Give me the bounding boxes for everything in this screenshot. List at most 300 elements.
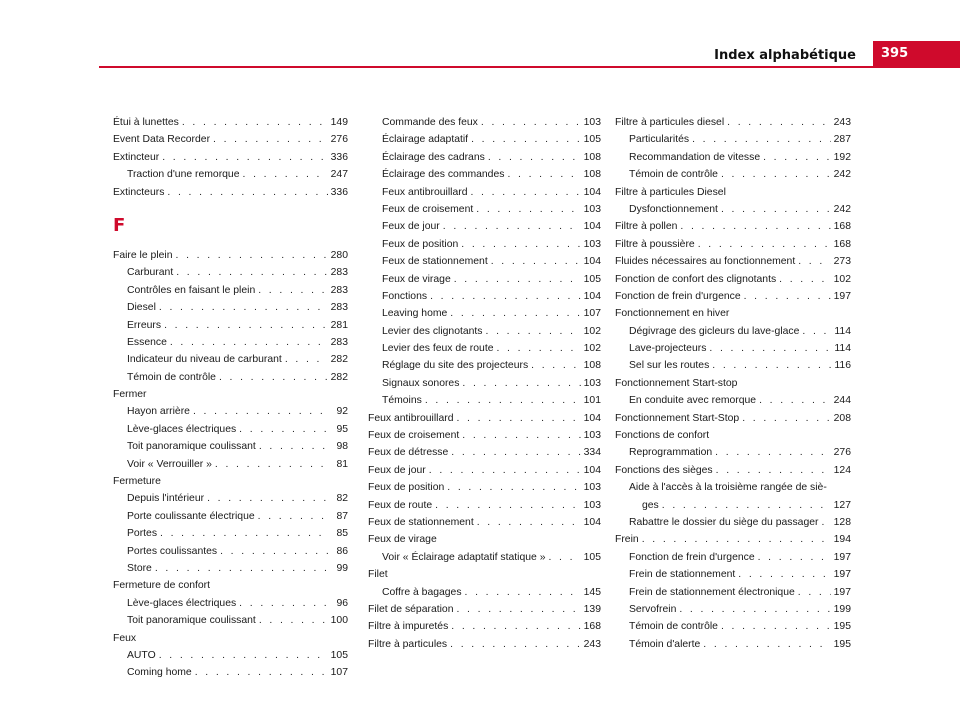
dot-leader [698,236,831,253]
entry-label: Lave-projecteurs [629,343,707,355]
index-subentry [113,421,348,438]
dot-leader [160,525,329,542]
entry-label: Feux de route [368,499,433,511]
entry-page-number: 86 [336,545,348,557]
entry-page-number: 116 [834,360,851,372]
index-subentry [615,323,851,340]
entry-label: Levier des feux de route [382,343,494,355]
index-entry [368,618,601,635]
entry-label: Éclairage adaptatif [382,134,469,146]
dot-leader [470,184,580,201]
entry-page-number: 92 [336,406,348,418]
index-entry [615,305,851,322]
entry-label: Toit panoramique coulissant [127,441,256,453]
index-subentry [368,392,601,409]
index-subentry [615,357,851,374]
index-entry [113,473,348,490]
dot-leader [162,149,327,166]
index-entry [368,497,601,514]
index-subentry [368,288,601,305]
index-entry [368,444,601,461]
dot-leader [450,636,581,653]
index-subentry [615,201,851,218]
index-column-3 [615,114,851,653]
entry-page-number: 243 [583,638,601,650]
entry-label: Levier des clignotants [382,325,483,337]
dot-leader [465,584,581,601]
dot-leader [239,421,329,438]
index-subentry [615,444,851,461]
dot-leader [258,282,327,299]
dot-leader [462,375,580,392]
entry-label: Filtre à particules [368,638,448,650]
index-subentry [368,340,601,357]
page-header-title: Index alphabétique [714,48,856,63]
entry-page-number: 145 [583,586,601,598]
entry-label: Éclairage des commandes [382,169,505,181]
index-subentry [368,236,601,253]
dot-leader [243,166,328,183]
entry-label: Feux de jour [382,221,440,233]
index-entry [615,184,851,201]
entry-page-number: 242 [833,169,851,181]
entry-label: Fermeture [113,476,161,488]
entry-page-number: 244 [833,395,851,407]
entry-label: Faire le plein [113,249,173,261]
index-subentry [113,264,348,281]
index-entry [113,386,348,403]
index-subentry [368,305,601,322]
entry-label: Fluides nécessaires au fonctionnement [615,256,796,268]
dot-leader [167,184,327,201]
entry-label: Témoins [382,395,422,407]
entry-label: Feux de stationnement [368,516,474,528]
entry-page-number: 192 [833,151,851,163]
entry-label: Fonctions [382,290,428,302]
entry-label: Frein de stationnement [629,569,736,581]
entry-page-number: 282 [330,371,348,383]
dot-leader [798,584,831,601]
entry-page-number: 108 [583,151,601,163]
entry-page-number: 102 [583,325,601,337]
section-letter: F [113,214,126,236]
entry-page-number: 105 [330,649,348,661]
dot-leader [215,456,329,473]
index-subentry [113,456,348,473]
entry-label: Sel sur les routes [629,360,710,372]
dot-leader [680,218,830,235]
dot-leader [456,601,580,618]
index-entry [615,288,851,305]
entry-page-number: 108 [583,169,601,181]
dot-leader [207,490,329,507]
entry-label: Réglage du site des projecteurs [382,360,529,372]
entry-page-number: 197 [833,586,851,598]
entry-label: Aide à l'accès à la troisième rangée de siè- [629,482,827,494]
entry-label: Fonctions de confort [615,430,710,442]
index-subentry [615,601,851,618]
index-subentry [113,351,348,368]
entry-label: Lève-glaces électriques [127,597,237,609]
index-entry [368,427,601,444]
index-entry [615,375,851,392]
entry-page-number: 103 [583,482,601,494]
dot-leader [703,636,830,653]
entry-page-number: 276 [833,447,851,459]
dot-leader [709,340,831,357]
index-subentry [113,403,348,420]
index-subentry [368,131,601,148]
entry-page-number: 85 [336,528,348,540]
entry-page-number: 149 [330,117,348,128]
entry-page-number: 104 [583,186,601,198]
index-entry [368,514,601,531]
dot-leader [488,149,581,166]
index-subentry [368,271,601,288]
entry-page-number: 98 [336,441,348,453]
index-entry [368,566,601,583]
dot-leader [798,253,830,270]
entry-page-number: 114 [834,325,851,337]
entry-label: Étui à lunettes [113,117,179,128]
entry-label: Feux de position [368,482,445,494]
index-subentry [113,299,348,316]
entry-page-number: 103 [583,499,601,511]
entry-label: Témoin de contrôle [629,169,718,181]
entry-page-number: 100 [330,615,348,627]
entry-page-number: 81 [336,458,348,470]
dot-leader [715,444,830,461]
entry-label: Filtre à impuretés [368,621,449,633]
dot-leader [155,560,329,577]
dot-leader [692,131,831,148]
dot-leader [744,288,831,305]
entry-label: Rabattre le dossier du siège du passager [629,516,819,528]
entry-page-number: 283 [330,284,348,296]
entry-page-number: 199 [833,603,851,615]
entry-label: Filet de séparation [368,603,454,615]
dot-leader [451,444,580,461]
entry-label: Recommandation de vitesse [629,151,761,163]
dot-leader [642,531,831,548]
entry-page-number: 273 [833,256,851,268]
dot-leader [763,149,831,166]
dot-leader [507,166,580,183]
index-subentry [615,549,851,566]
entry-label: Signaux sonores [382,377,460,389]
index-subentry [368,375,601,392]
entry-label: Diesel [127,302,156,314]
dot-leader [259,438,329,455]
entry-page-number: 242 [833,203,851,215]
dot-leader [471,131,581,148]
dot-leader [258,508,329,525]
entry-page-number: 107 [330,667,348,679]
entry-label: Indicateur du niveau de carburant [127,354,282,366]
index-subentry [113,166,348,183]
entry-label: Feux [113,632,137,644]
entry-label: Commande des feux [382,117,478,128]
entry-label: Fonction de confort des clignotants [615,273,777,285]
entry-page-number: 96 [336,597,348,609]
entry-label: Lève-glaces électriques [127,423,237,435]
entry-label: Feux de position [382,238,459,250]
entry-page-number: 287 [833,134,851,146]
entry-page-number: 197 [833,551,851,563]
entry-page-number: 103 [583,238,601,250]
dot-leader [716,462,831,479]
index-subentry [368,323,601,340]
entry-label: Frein de stationnement électronique [629,586,795,598]
index-subentry [368,149,601,166]
index-entry [113,149,348,166]
entry-label: Hayon arrière [127,406,190,418]
dot-leader [802,323,831,340]
entry-page-number: 108 [583,360,601,372]
entry-label: Feux antibrouillard [382,186,468,198]
index-subentry [368,549,601,566]
entry-page-number: 104 [583,221,601,233]
dot-leader [176,264,327,281]
entry-page-number: 124 [833,464,851,476]
dot-leader [456,410,580,427]
dot-leader [721,166,831,183]
dot-leader [285,351,328,368]
entry-page-number: 102 [583,343,601,355]
dot-leader [721,201,831,218]
index-subentry [368,201,601,218]
page-number-tab [873,41,960,68]
index-entry [113,114,348,131]
index-subentry [615,584,851,601]
entry-label: Feux antibrouillard [368,412,454,424]
entry-label: Store [127,562,152,574]
index-subentry [615,131,851,148]
dot-leader [727,114,831,131]
index-subentry [113,282,348,299]
page-number: 395 [881,46,909,61]
index-entry [615,427,851,444]
index-entry [113,630,348,647]
dot-leader [491,253,581,270]
dot-leader [738,566,830,583]
entry-page-number: 99 [336,562,348,574]
entry-page-number: 103 [583,117,601,128]
entry-label: Event Data Recorder [113,134,211,146]
index-subentry [113,543,348,560]
entry-label: Fonctionnement Start-Stop [615,412,740,424]
entry-label: Reprogrammation [629,447,713,459]
index-subentry [615,566,851,583]
dot-leader [759,392,831,409]
entry-page-number: 104 [583,256,601,268]
entry-label: Leaving home [382,308,448,320]
dot-leader [435,497,581,514]
entry-page-number: 283 [330,267,348,279]
dot-leader [742,410,830,427]
index-subentry [113,664,348,681]
dot-leader [159,647,328,664]
index-entry [113,131,348,148]
entry-page-number: 103 [583,203,601,215]
dot-leader [447,479,580,496]
dot-leader [259,612,328,629]
entry-label: Portes coulissantes [127,545,218,557]
entry-label: Filtre à pollen [615,221,678,233]
index-subentry [615,636,851,653]
index-subentry [113,525,348,542]
dot-leader [193,403,329,420]
index-subentry [113,612,348,629]
dot-leader [220,543,329,560]
entry-page-number: 168 [583,621,601,633]
entry-page-number: 128 [833,516,851,528]
entry-page-number: 334 [583,447,601,459]
entry-label: Feux de croisement [382,203,474,215]
entry-label: Toit panoramique coulissant [127,615,256,627]
entry-label: Fonctionnement en hiver [615,308,730,320]
index-subentry [113,490,348,507]
index-entry [368,636,601,653]
index-subentry [368,114,601,131]
index-entry [615,114,851,131]
entry-label: Carburant [127,267,174,279]
dot-leader [721,618,831,635]
index-subentry [368,253,601,270]
entry-label: En conduite avec remorque [629,395,757,407]
entry-page-number: 104 [583,464,601,476]
entry-label: Contrôles en faisant le plein [127,284,256,296]
dot-leader [430,288,581,305]
entry-label: Essence [127,336,167,348]
entry-label: Particularités [629,134,690,146]
index-entry [113,247,348,264]
entry-page-number: 95 [336,423,348,435]
dot-leader [679,601,830,618]
dot-leader [164,317,328,334]
index-entry [368,462,601,479]
entry-label: Frein [615,534,639,546]
entry-label: Fermer [113,389,147,401]
index-subentry [113,438,348,455]
entry-page-number: 168 [833,221,851,233]
dot-leader [450,305,580,322]
index-entry [113,577,348,594]
dot-leader [429,462,581,479]
index-subentry [615,149,851,166]
dot-leader [170,334,328,351]
dot-leader [476,201,580,218]
entry-label: Voir « Éclairage adaptatif statique » [382,551,546,563]
entry-label: Filtre à particules Diesel [615,186,726,198]
index-subentry [368,357,601,374]
entry-page-number: 195 [833,638,851,650]
entry-page-number: 114 [834,343,851,355]
entry-label: Fonction de frein d'urgence [615,290,741,302]
entry-label: Témoin de contrôle [127,371,216,383]
entry-page-number: 104 [583,412,601,424]
entry-label: Filtre à poussière [615,238,695,250]
entry-label: Extincteurs [113,186,165,198]
entry-label: Feux de croisement [368,430,460,442]
entry-label: Coffre à bagages [382,586,462,598]
entry-page-number: 87 [336,510,348,522]
entry-label: Témoin de contrôle [629,621,718,633]
dot-leader [461,236,580,253]
index-subentry [368,218,601,235]
index-subentry [615,340,851,357]
entry-label: Depuis l'intérieur [127,493,205,505]
entry-page-number: 195 [833,621,851,633]
dot-leader [548,549,580,566]
entry-page-number: 282 [330,354,348,366]
index-subentry [113,508,348,525]
entry-label: Feux de virage [368,534,437,546]
index-subentry [113,369,348,386]
entry-page-number: 103 [583,430,601,442]
entry-label: Témoin d'alerte [629,638,701,650]
dot-leader [662,497,831,514]
dot-leader [462,427,580,444]
dot-leader [821,514,830,531]
dot-leader [451,618,580,635]
entry-page-number: 104 [583,516,601,528]
entry-page-number: 247 [330,169,348,181]
entry-label: AUTO [127,649,156,661]
entry-label: Dégivrage des gicleurs du lave-glace [629,325,800,337]
entry-page-number: 102 [833,273,851,285]
entry-label: Extincteur [113,151,160,163]
entry-page-number: 283 [330,336,348,348]
index-entry [113,184,348,201]
entry-page-number: 139 [583,603,601,615]
index-entry [615,271,851,288]
index-entry [615,218,851,235]
index-entry [615,410,851,427]
entry-page-number: 281 [330,319,348,331]
entry-page-number: 336 [330,186,348,198]
entry-label: Fonctionnement Start-stop [615,377,738,389]
entry-page-number: 280 [330,249,348,261]
dot-leader [239,595,329,612]
entry-page-number: 107 [583,308,601,320]
index-entry [368,601,601,618]
index-subentry [368,184,601,201]
index-entry [368,410,601,427]
entry-page-number: 101 [583,395,601,407]
index-subentry [615,392,851,409]
entry-label: ges [642,499,659,511]
index-entry [368,479,601,496]
dot-leader [496,340,580,357]
entry-label: Traction d'une remorque [127,169,240,181]
index-subentry [113,334,348,351]
entry-page-number: 283 [330,302,348,314]
entry-page-number: 194 [833,534,851,546]
entry-page-number: 127 [833,499,851,511]
index-subentry [368,166,601,183]
entry-label: Voir « Verrouiller » [127,458,212,470]
dot-leader [195,664,328,681]
entry-label: Feux de stationnement [382,256,488,268]
index-subentry [615,514,851,531]
entry-label: Feux de jour [368,464,426,476]
entry-label: Feux de détresse [368,447,449,459]
index-subentry [615,166,851,183]
entry-label: Coming home [127,667,192,679]
entry-label: Filtre à particules diesel [615,117,725,128]
entry-label: Fonction de frein d'urgence [629,551,755,563]
